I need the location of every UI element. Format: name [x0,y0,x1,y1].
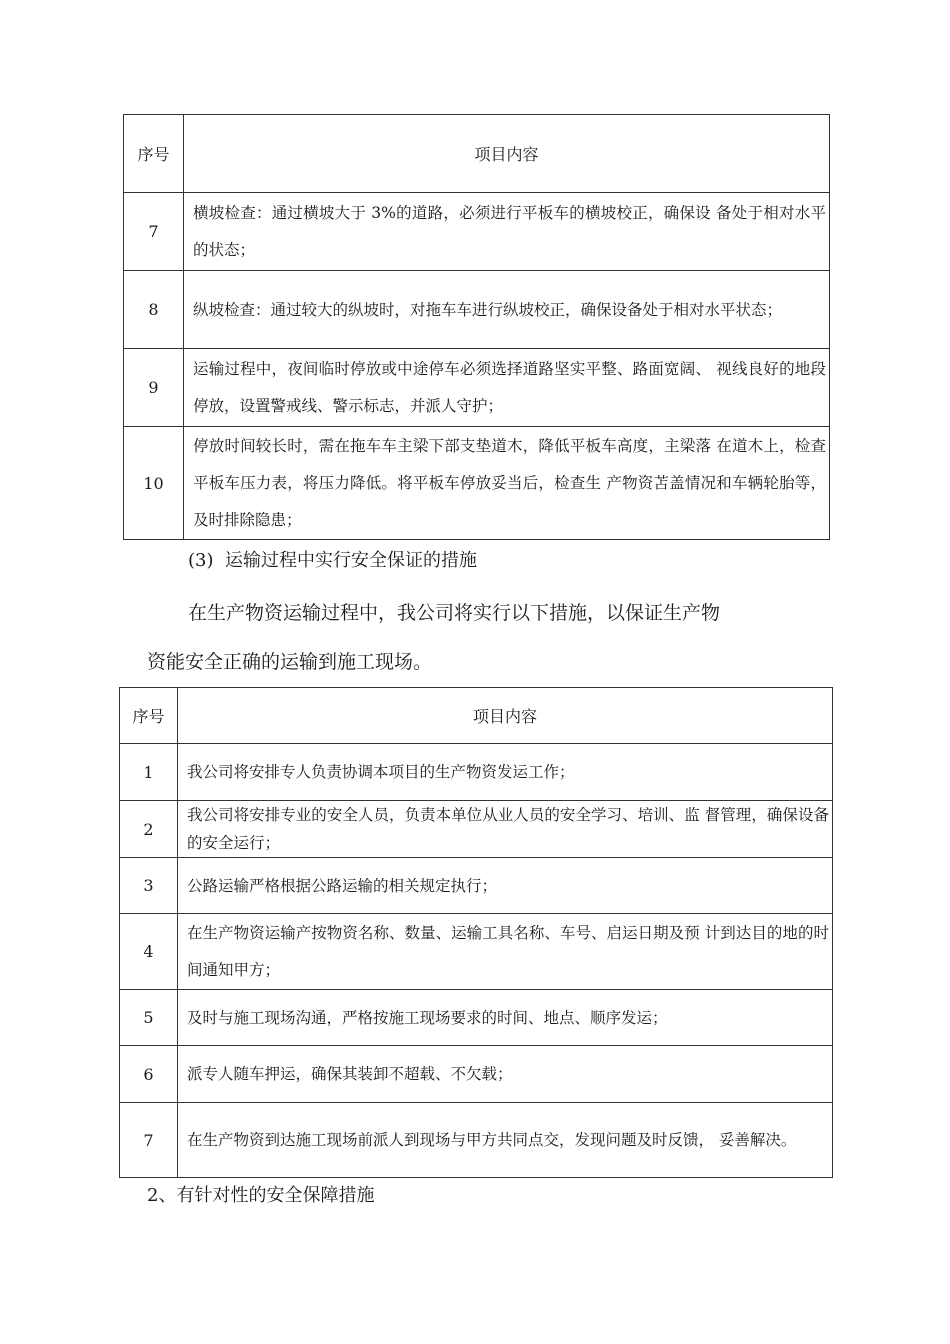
row-num: 10 [124,427,184,540]
transport-checks-table [123,114,830,540]
row-content: 横坡检查：通过横坡大于 3%的道路，必须进行平板车的横坡校正，确保设 备处于相对水平的状态； [184,193,830,271]
row-content: 停放时间较长时，需在拖车车主梁下部支垫道木，降低平板车高度，主梁落 在道木上，检查平板车压力表，将压力降低。将平板车停放妥当后，检查生 产物资苫盖情况和车辆轮胎等，及时排除隐患； [184,427,830,540]
row-content: 派专人随车押运，确保其装卸不超载、不欠载； [178,1046,833,1103]
row-num: 9 [124,349,184,427]
table-header-row [124,115,830,193]
row-content: 及时与施工现场沟通，严格按施工现场要求的时间、地点、顺序发运； [178,990,833,1046]
table-row [120,801,833,858]
row-num: 6 [120,1046,178,1103]
row-content: 我公司将安排专业的安全人员，负责本单位从业人员的安全学习、培训、监 督管理，确保设备的安全运行； [178,801,833,858]
header-num: 序号 [120,688,178,744]
row-num: 4 [120,914,178,990]
row-content: 运输过程中，夜间临时停放或中途停车必须选择道路坚实平整、路面宽阔、 视线良好的地段停放，设置警戒线、警示标志，并派人守护； [184,349,830,427]
row-num: 8 [124,271,184,349]
table-row [120,744,833,801]
header-num: 序号 [124,115,184,193]
row-num: 2 [120,801,178,858]
row-num: 7 [120,1103,178,1178]
safety-measures-table [119,687,833,1178]
row-num: 7 [124,193,184,271]
row-num: 3 [120,858,178,914]
row-content: 纵坡检查：通过较大的纵坡时，对拖车车进行纵坡校正，确保设备处于相对水平状态； [184,271,830,349]
paragraph-line-1: 在生产物资运输过程中，我公司将实行以下措施，以保证生产物 [188,602,721,624]
row-content: 公路运输严格根据公路运输的相关规定执行； [178,858,833,914]
header-content: 项目内容 [184,115,830,193]
table-row [120,914,833,990]
table-row [120,990,833,1046]
row-content: 我公司将安排专人负责协调本项目的生产物资发运工作； [178,744,833,801]
row-num: 5 [120,990,178,1046]
row-content: 在生产物资运输产按物资名称、数量、运输工具名称、车号、启运日期及预 计到达目的地的时间通知甲方； [178,914,833,990]
table-row [124,427,830,540]
row-num: 1 [120,744,178,801]
table-row [120,858,833,914]
section-3-heading: (3) 运输过程中实行安全保证的措施 [188,550,477,571]
row-content: 在生产物资到达施工现场前派人到现场与甲方共同点交，发现问题及时反馈， 妥善解决。 [178,1103,833,1178]
table-header-row [120,688,833,744]
section-2-heading: 2、有针对性的安全保障措施 [147,1185,375,1206]
table-row [120,1103,833,1178]
table-row [124,193,830,271]
header-content: 项目内容 [178,688,833,744]
paragraph-line-2: 资能安全正确的运输到施工现场。 [147,651,433,673]
table-row [124,271,830,349]
table-row [120,1046,833,1103]
table-row [124,349,830,427]
